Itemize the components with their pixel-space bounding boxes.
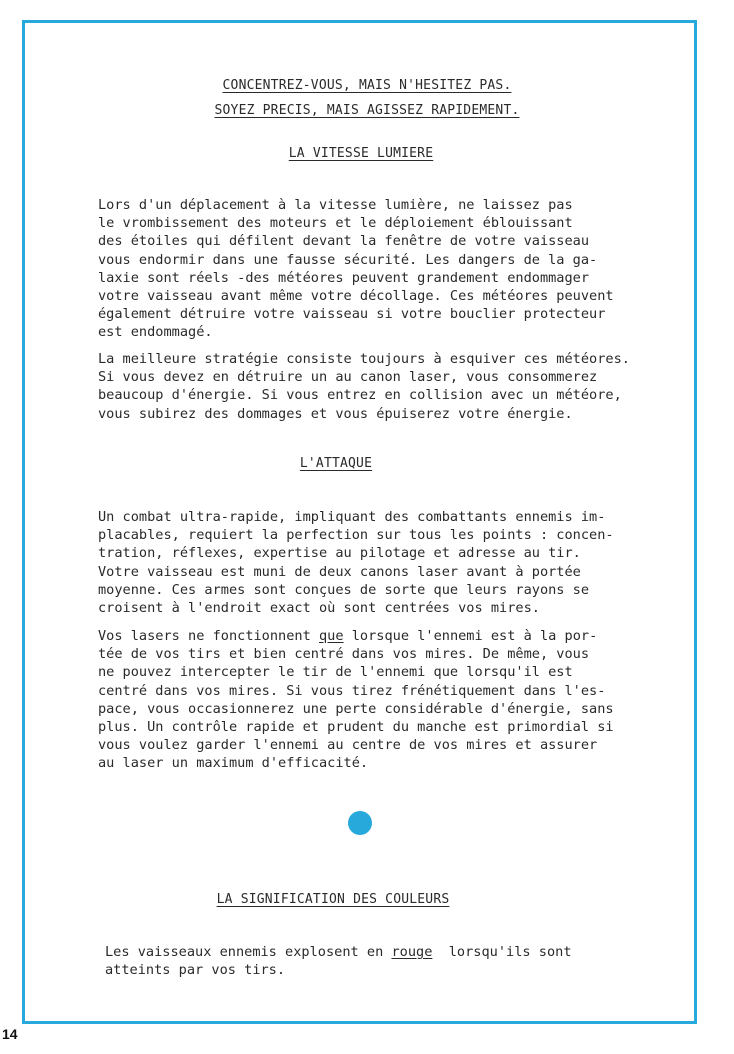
paragraph-couleurs-start: Les vaisseaux ennemis explosent en bbox=[105, 944, 392, 960]
section-title-vitesse-lumiere: LA VITESSE LUMIERE bbox=[288, 146, 434, 161]
page-number: 14 bbox=[2, 1026, 18, 1042]
emphasis-que: que bbox=[318, 628, 344, 644]
section-title-couleurs: LA SIGNIFICATION DES COULEURS bbox=[216, 892, 450, 907]
paragraph-couleurs bbox=[105, 943, 572, 979]
emphasis-rouge: rouge bbox=[391, 944, 433, 960]
blue-dot-separator bbox=[348, 811, 372, 835]
paragraph-attaque-2-rest: lorsque l'ennemi est à la por- tée de vos tirs et bien centré dans vos mires. De même, vous ne pouvez intercepter le tir de l'ennemi que lorsqu'il est centré dans vos mires. Si vous tirez frénétiquement dans l'es- pace, vous occasionnerez une perte considérable d'énergie, sans plus. Un contrôle rapide et prudent du manche est primordial si vous voulez garder l'ennemi au centre de vos mires et assurer au laser un maximum d'efficacité. bbox=[98, 628, 614, 772]
slogan-line-1: CONCENTREZ-VOUS, MAIS N'HESITEZ PAS. bbox=[222, 78, 512, 93]
section-title-attaque: L'ATTAQUE bbox=[299, 456, 373, 471]
paragraph-vitesse-1: Lors d'un déplacement à la vitesse lumière, ne laissez pas le vrombissement des moteurs et le déploiement éblouissant des étoiles qui défilent devant la fenêtre de votre vaisseau vous endormir dans une fausse sécurité. Les dangers de la ga- laxie sont réels -des météores peuvent grandement endommager votre vaisseau avant même votre décollage. Ces météores peuvent également détruire votre vaisseau si votre bouclier protecteur est endommagé. bbox=[98, 197, 614, 341]
paragraph-attaque-1: Un combat ultra-rapide, impliquant des combattants ennemis im- placables, requiert la perfection sur tous les points : concen- tration, réflexes, expertise au pilotage et adresse au tir. Votre vaisseau est muni de deux canons laser avant à portée moyenne. Ces armes sont conçues de sorte que leurs rayons se croisent à l'endroit exact où sont centrées vos mires. bbox=[98, 509, 614, 617]
paragraph-couleurs-rest: lorsqu'ils sont atteints par vos tirs. bbox=[105, 944, 572, 979]
paragraph-vitesse-2: La meilleure stratégie consiste toujours à esquiver ces météores. Si vous devez en détruire un au canon laser, vous consommerez beaucoup d'énergie. Si vous entrez en collision avec un météore, vous subirez des dommages et vous épuiserez votre énergie. bbox=[98, 351, 630, 422]
slogan-line-2: SOYEZ PRECIS, MAIS AGISSEZ RAPIDEMENT. bbox=[214, 103, 520, 118]
paragraph-attaque-2 bbox=[98, 627, 614, 773]
paragraph-attaque-2-start: Vos lasers ne fonctionnent bbox=[98, 628, 319, 644]
